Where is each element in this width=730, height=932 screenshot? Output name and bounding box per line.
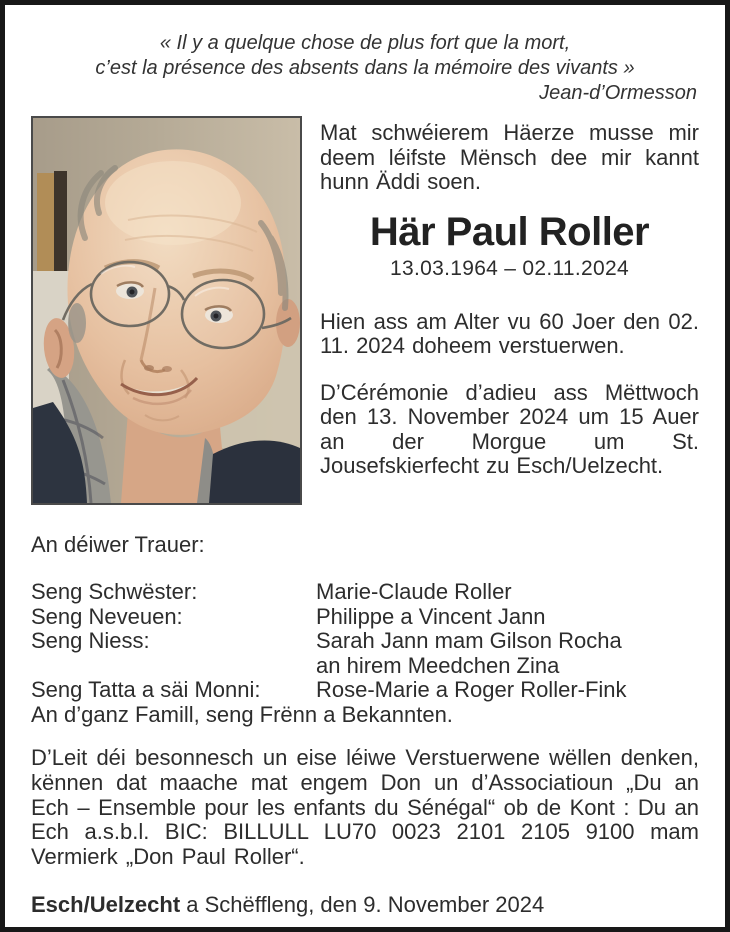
quote-line-1: « Il y a quelque chose de plus fort que la mort, bbox=[159, 32, 571, 54]
main-row bbox=[31, 116, 699, 505]
relation-label: Seng Schwëster: bbox=[31, 579, 198, 604]
quote-line-2: c’est la présence des absents dans la mémoire des vivants » bbox=[95, 57, 635, 79]
intro-text: Mat schwéierem Häerze musse mir deem léifste Mënsch dee mir kannt hunn Äddi soen. bbox=[320, 120, 699, 194]
family-line: An d’ganz Famill, seng Frënn a Bekannten. bbox=[31, 701, 453, 727]
closing-line bbox=[31, 892, 699, 918]
ceremony-info: D’Cérémonie d’adieu ass Mëttwoch den 13. November 2024 um 15 Auer an der Morgue um St. Jousefskierfecht zu Esch/Uelzecht. bbox=[320, 379, 699, 478]
relation-label: Seng Tatta a säi Monni: bbox=[31, 677, 261, 702]
mourning-heading: An déiwer Trauer: bbox=[31, 532, 205, 557]
announcement-column bbox=[320, 116, 699, 505]
relation-row bbox=[31, 580, 699, 605]
relation-row bbox=[31, 629, 699, 678]
opening-quote bbox=[31, 31, 699, 106]
relation-row bbox=[31, 678, 699, 703]
closing-date: a Schëffleng, den 9. November 2024 bbox=[180, 891, 545, 917]
relation-names bbox=[316, 629, 699, 678]
relation-name-line: Sarah Jann mam Gilson Rocha bbox=[316, 628, 622, 653]
donation-paragraph: D’Leit déi besonnesch un eise léiwe Verstuerwene wëllen denken, kënnen dat maache mat engem Don un d’Associatioun „Du an Ech – Ensemble pour les enfants du Sénégal“ ob de Kont : Du an Ech a.s.b.l. BIC: BILLULL LU70 0023 2101 2105 9100 mam Vermierk „Don Paul Roller“. bbox=[31, 745, 699, 870]
death-info: Hien ass am Alter vu 60 Joer den 02. 11. 2024 doheem verstuerwen. bbox=[320, 308, 699, 358]
quote-attribution: Jean-d’Ormesson bbox=[539, 82, 697, 104]
relation-row bbox=[31, 605, 699, 630]
portrait-illustration bbox=[33, 118, 300, 503]
relation-label: Seng Niess: bbox=[31, 628, 150, 653]
relation-names: Rose-Marie a Roger Roller-Fink bbox=[316, 677, 627, 702]
relation-names: Philippe a Vincent Jann bbox=[316, 603, 546, 629]
relation-names: Marie-Claude Roller bbox=[316, 579, 512, 604]
deceased-dates: 13.03.1964 – 02.11.2024 bbox=[390, 257, 629, 280]
portrait-photo bbox=[31, 116, 302, 505]
closing-place: Esch/Uelzecht bbox=[31, 891, 181, 917]
relations-list bbox=[31, 580, 699, 703]
relation-label: Seng Neveuen: bbox=[31, 603, 183, 629]
deceased-name: Här Paul Roller bbox=[369, 209, 650, 254]
relation-name-line: an hirem Meedchen Zina bbox=[316, 652, 560, 678]
